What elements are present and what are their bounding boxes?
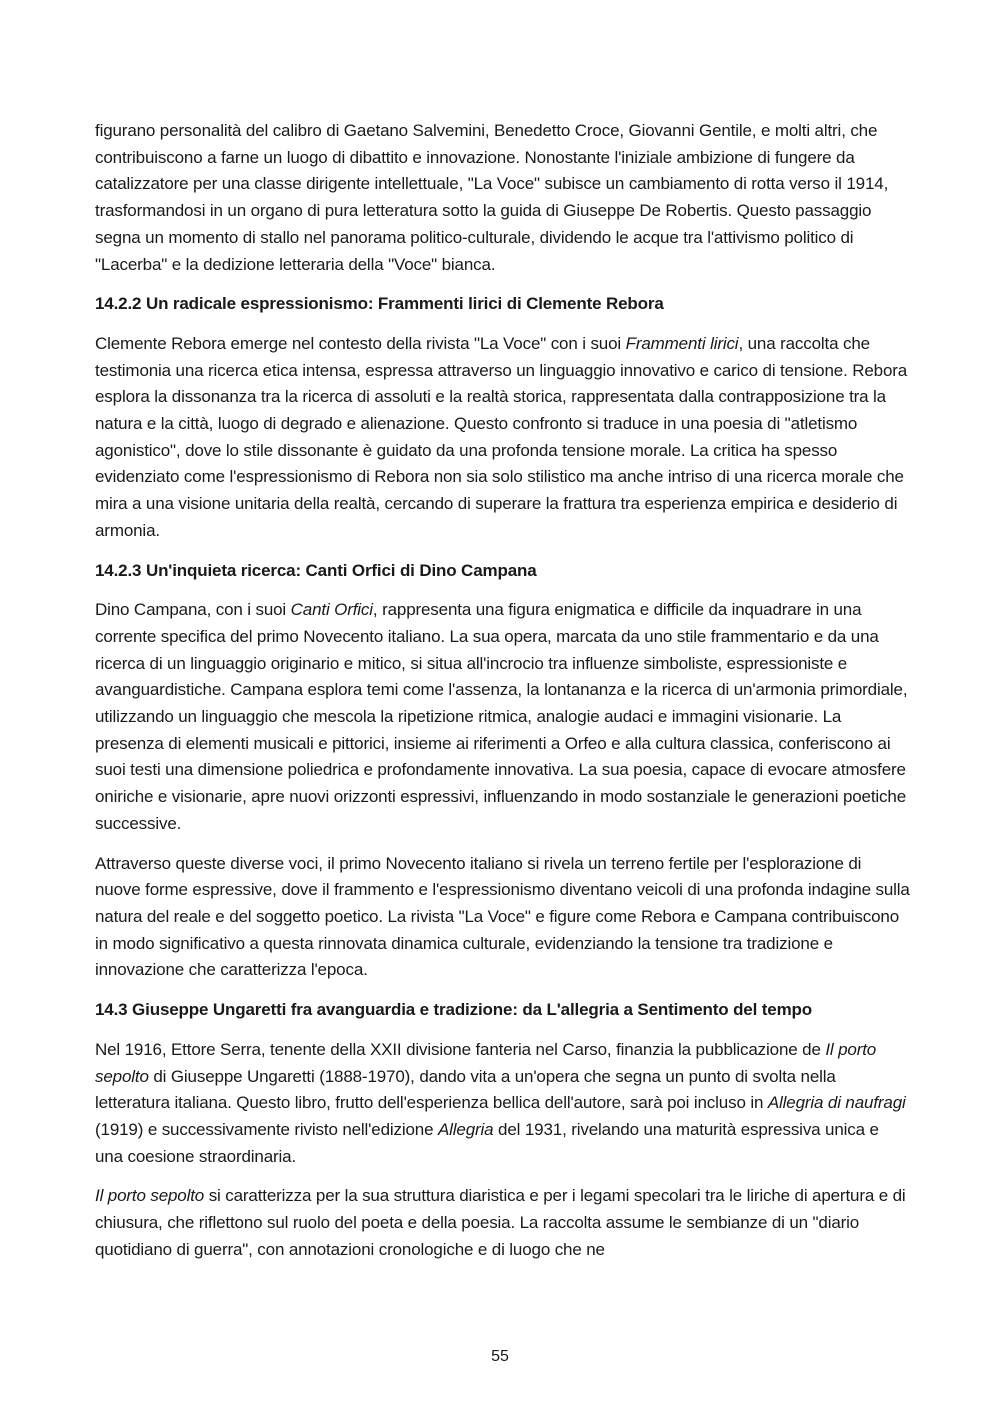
paragraph-novecento-summary: Attraverso queste diverse voci, il primo Novecento italiano si rivela un terreno fertile per l'esplorazione di nuove forme espressive, dove il frammento e l'espressionismo diventano veicoli di una profonda indagine sulla natura del reale e del soggetto poetico. La rivista "La Voce" e figure come Rebora e Campana contribuiscono in modo significativo a questa rinnovata dinamica culturale, evidenziando la tensione tra tradizione e innovazione che caratterizza l'epoca. [95,853,910,980]
paragraph-text: , rappresenta una figura enigmatica e difficile da inquadrare in una corrente specifica del primo Novecento italiano. La sua opera, marcata da uno stile frammentario e da una ricerca di un linguaggio originario e mitico, si situa all'incrocio tra influenze simboliste, espressioniste e avanguardistiche. Campana esplora temi come l'assenza, la lontananza e la ricerca di un'armonia primordiale, utilizzando un linguaggio che mescola la ripetizione ritmica, analogie audaci e immagini visionarie. La presenza di elementi musicali e pittorici, insieme ai riferimenti a Orfeo e alla cultura classica, conferiscono ai suoi testi una dimensione poliedrica e profondamente innovativa. La sua poesia, capace di evocare atmosfere oniriche e visionarie, apre nuovi orizzonti espressivi, influenzando in modo sostanziale le generazioni poetiche successive. [95,600,908,833]
paragraph-text: Dino Campana, con i suoi [95,600,291,620]
italic-title: Allegria [437,1119,494,1139]
page-number: 55 [491,1348,509,1365]
paragraph-text: Clemente Rebora emerge nel contesto della rivista "La Voce" con i suoi [95,333,626,353]
italic-title: Frammenti lirici [625,333,739,353]
italic-title: Il porto sepolto [95,1186,205,1206]
paragraph-ungaretti-1916 [95,1037,910,1171]
paragraph-porto-sepolto [95,1183,910,1263]
document-page [95,118,910,1276]
paragraph-text: (1919) e successivamente rivisto nell'edizione [95,1119,438,1139]
paragraph-voce-contributors: figurano personalità del calibro di Gaetano Salvemini, Benedetto Croce, Giovanni Gentile, e molti altri, che contribuiscono a farne un luogo di dibattito e innovazione. Nonostante l'iniziale ambizione di fungere da catalizzatore per una classe dirigente intellettuale, "La Voce" subisce un cambiamento di rotta verso il 1914, trasformandosi in un organo di pura letteratura sotto la guida di Giuseppe De Robertis. Questo passaggio segna un momento di stallo nel panorama politico-culturale, dividendo le acque tra l'attivismo politico di "Lacerba" e la dedizione letteraria della "Voce" bianca. [95,121,889,274]
paragraph-text: del 1931, rivelando una maturità espressiva unica e una coesione straordinaria. [95,1119,879,1166]
paragraph-text: si caratterizza per la sua struttura diaristica e per i legami specolari tra le liriche di apertura e di chiusura, che riflettono sul ruolo del poeta e della poesia. La raccolta assume le sembianze di un "diario quotidiano di guerra", con annotazioni cronologiche e di luogo che ne [95,1186,906,1259]
paragraph-text: Nel 1916, Ettore Serra, tenente della XXII divisione fanteria nel Carso, finanzia la pubblicazione de [95,1039,826,1059]
italic-title: Canti Orfici [290,600,373,620]
paragraph-text: , una raccolta che testimonia una ricerca etica intensa, espressa attraverso un linguaggio innovativo e carico di tensione. Rebora esplora la dissonanza tra la ricerca di assoluti e la realtà storica, rappresentata dalla contrapposizione tra la natura e la città, luogo di degrado e alienazione. Questo confronto si traduce in una poesia di "atletismo agonistico", dove lo stile dissonante è guidato da una profonda tensione morale. La critica ha spesso evidenziato come l'espressionismo di Rebora non sia solo stilistico ma anche intriso di una ricerca morale che mira a una visione unitaria della realtà, cercando di superare la frattura tra esperienza empirica e desiderio di armonia. [95,333,908,540]
section-heading-14-2-3: 14.2.3 Un'inquieta ricerca: Canti Orfici di Dino Campana [95,560,537,580]
paragraph-campana [95,597,910,837]
italic-title: Allegria di naufragi [767,1093,906,1113]
paragraph-rebora [95,331,910,545]
section-heading-14-2-2: 14.2.2 Un radicale espressionismo: Frammenti lirici di Clemente Rebora [95,294,664,314]
section-heading-14-3: 14.3 Giuseppe Ungaretti fra avanguardia e tradizione: da L'allegria a Sentimento del tempo [95,1000,813,1020]
paragraph-text: di Giuseppe Ungaretti (1888-1970), dando vita a un'opera che segna un punto di svolta nella letteratura italiana. Questo libro, frutto dell'esperienza bellica dell'autore, sarà poi incluso in [95,1066,836,1113]
italic-title: Il porto sepolto [95,1039,877,1086]
